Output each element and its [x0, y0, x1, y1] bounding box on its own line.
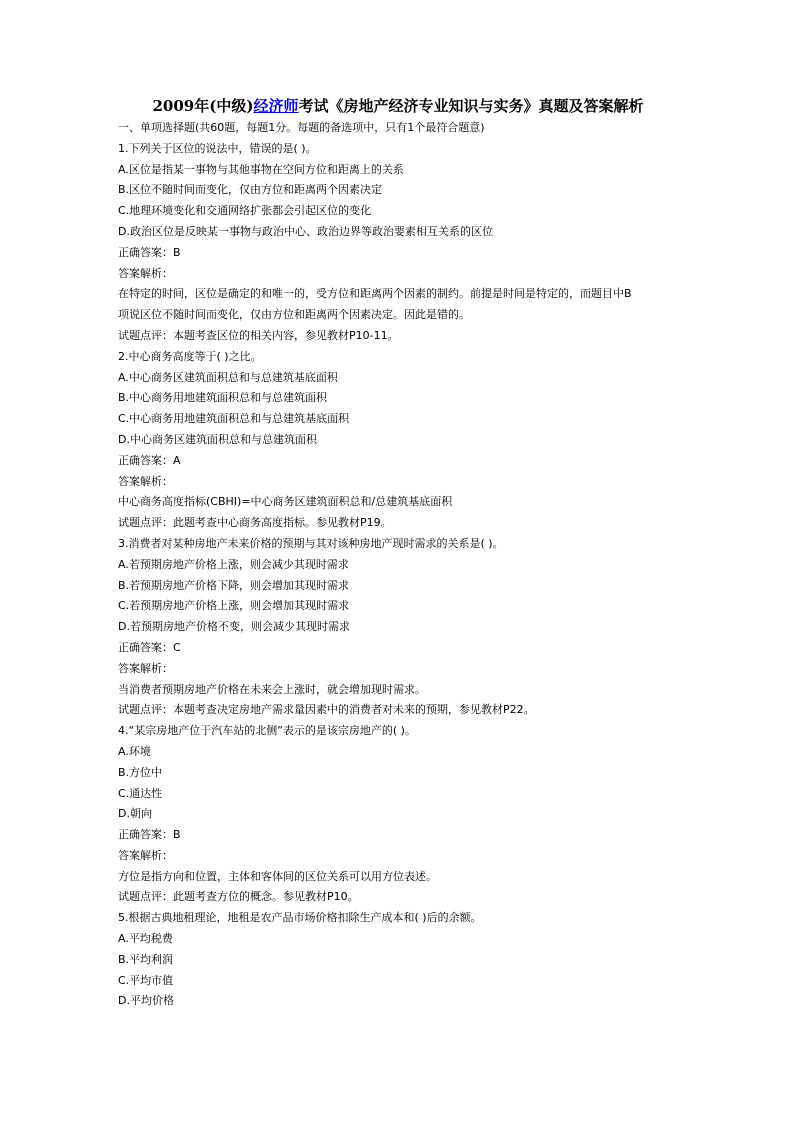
- correct-answer: 正确答案：B: [118, 245, 181, 259]
- question-comment: 试题点评：本题考查区位的相关内容，参见教材P10-11。: [118, 328, 399, 342]
- analysis-text: 在特定的时间，区位是确定的和唯一的，受方位和距离两个因素的制约。前提是时间是特定的，而题目中B: [118, 287, 632, 301]
- analysis-text: 项说区位不随时间而变化，仅由方位和距离两个因素决定。因此是错的。: [118, 308, 470, 322]
- question-block: [118, 721, 678, 908]
- question-stem: 4.“某宗房地产位于汽车站的北侧”表示的是该宗房地产的( )。: [118, 724, 416, 738]
- question-option: C.地理环境变化和交通网络扩张都会引起区位的变化: [118, 204, 372, 218]
- question-option: D.平均价格: [118, 994, 174, 1008]
- question-option: B.区位不随时间而变化，仅由方位和距离两个因素决定: [118, 183, 383, 197]
- question-option: C.通达性: [118, 786, 163, 800]
- question-comment: 试题点评：此题考查中心商务高度指标。参见教材P19。: [118, 516, 392, 530]
- question-list: [118, 139, 678, 1012]
- document-page: [118, 96, 678, 1012]
- analysis-text: 方位是指方向和位置，主体和客体间的区位关系可以用方位表述。: [118, 869, 437, 883]
- question-block: [118, 534, 678, 721]
- question-stem: 3.消费者对某种房地产未来价格的预期与其对该种房地产现时需求的关系是( )。: [118, 536, 504, 550]
- document-title: [78, 96, 718, 116]
- question-option: C.若预期房地产价格上涨，则会增加其现时需求: [118, 599, 350, 613]
- question-option: A.中心商务区建筑面积总和与总建筑基底面积: [118, 370, 338, 384]
- analysis-label: 答案解析：: [118, 848, 173, 862]
- question-stem: 2.中心商务高度等于( )之比。: [118, 349, 262, 363]
- question-comment: 试题点评：本题考查决定房地产需求量因素中的消费者对未来的预期，参见教材P22。: [118, 703, 535, 717]
- analysis-label: 答案解析：: [118, 661, 173, 675]
- analysis-label: 答案解析：: [118, 266, 173, 280]
- title-prefix: 2009年(中级): [152, 97, 254, 115]
- question-option: B.若预期房地产价格下降，则会增加其现时需求: [118, 578, 350, 592]
- question-option: D.若预期房地产价格不变，则会减少其现时需求: [118, 620, 350, 634]
- correct-answer: 正确答案：C: [118, 640, 181, 654]
- correct-answer: 正确答案：A: [118, 453, 181, 467]
- title-link[interactable]: 经济师: [253, 97, 299, 115]
- question-comment: 试题点评：此题考查方位的概念。参见教材P10。: [118, 890, 359, 904]
- question-option: A.区位是指某一事物与其他事物在空间方位和距离上的关系: [118, 162, 404, 176]
- question-option: B.中心商务用地建筑面积总和与总建筑面积: [118, 391, 328, 405]
- analysis-text: 当消费者预期房地产价格在未来会上涨时，就会增加现时需求。: [118, 682, 426, 696]
- analysis-label: 答案解析：: [118, 474, 173, 488]
- question-option: D.政治区位是反映某一事物与政治中心、政治边界等政治要素相互关系的区位: [118, 224, 493, 238]
- question-stem: 5.根据古典地租理论，地租是农产品市场价格扣除生产成本和( )后的余额。: [118, 911, 482, 925]
- question-option: C.中心商务用地建筑面积总和与总建筑基底面积: [118, 412, 350, 426]
- question-block: [118, 908, 678, 1012]
- question-option: C.平均市值: [118, 973, 174, 987]
- question-option: A.若预期房地产价格上涨，则会减少其现时需求: [118, 557, 349, 571]
- title-suffix: 考试《房地产经济专业知识与实务》真题及答案解析: [298, 97, 644, 115]
- question-option: A.平均税费: [118, 932, 173, 946]
- question-option: D.朝向: [118, 807, 152, 821]
- question-stem: 1.下列关于区位的说法中，错误的是( )。: [118, 141, 317, 155]
- question-block: [118, 347, 678, 534]
- question-option: A.环境: [118, 744, 151, 758]
- question-option: B.方位中: [118, 765, 163, 779]
- question-block: [118, 139, 678, 347]
- question-option: B.平均利润: [118, 952, 174, 966]
- section-heading: 一、单项选择题(共60题，每题1分。每题的备选项中，只有1个最符合题意): [118, 121, 485, 134]
- question-option: D.中心商务区建筑面积总和与总建筑面积: [118, 432, 317, 446]
- correct-answer: 正确答案：B: [118, 828, 181, 842]
- analysis-text: 中心商务高度指标(CBHI)=中心商务区建筑面积总和/总建筑基底面积: [118, 495, 453, 509]
